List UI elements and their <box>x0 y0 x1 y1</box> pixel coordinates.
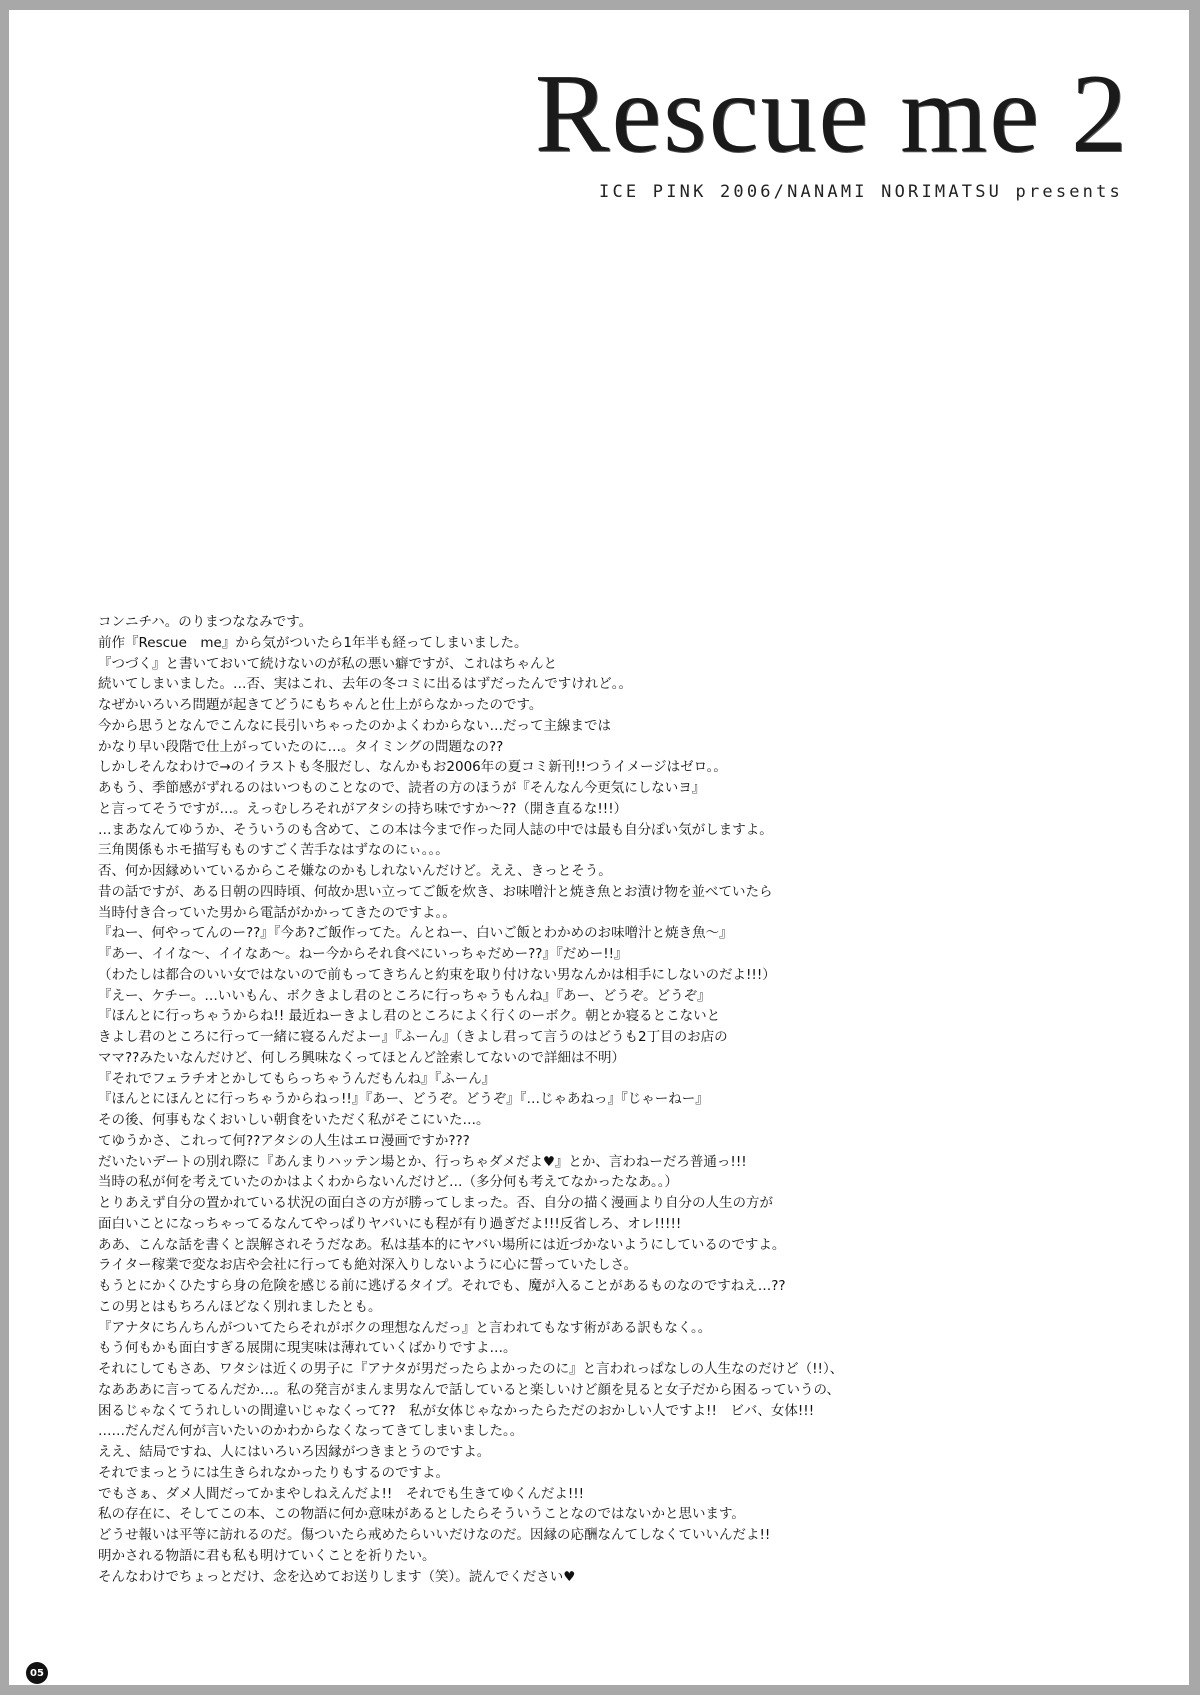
text-line: 明かされる物語に君も私も明けていくことを祈りたい。 <box>98 1547 436 1564</box>
text-line: それでまっとうには生きられなかったりもするのですよ。 <box>98 1464 449 1481</box>
text-line: あもう、季節感がずれるのはいつものことなので、読者の方のほうが『そんなん今更気にしないヨ』 <box>98 780 706 796</box>
text-line: なあああに言ってるんだか…。私の発言がまんま男なんで話していると楽しいけど顔を見ると女子だから困るっていうの、 <box>98 1381 840 1398</box>
text-line: 昔の話ですが、ある日朝の四時頃、何故か思い立ってご飯を炊き、お味噌汁と焼き魚とお漬け物を並べていたら <box>98 883 773 900</box>
text-line: コンニチハ。のりまつななみです。 <box>98 614 313 630</box>
page-number-badge: 05 <box>26 1662 48 1684</box>
text-line: 続いてしまいました。…否、実はこれ、去年の冬コミに出るはずだったんですけれど。。 <box>98 676 633 693</box>
document-page <box>9 10 1189 1685</box>
text-line: だいたいデートの別れ際に『あんまりハッテン場とか、行っちゃダメだよ♥』とか、言わねーだろ普通っ!!! <box>98 1153 747 1170</box>
text-line: この男とはもちろんほどなく別れましたとも。 <box>98 1298 382 1315</box>
text-line: もう何もかも面白すぎる展開に現実味は薄れていくばかりですよ…。 <box>98 1340 517 1357</box>
text-line: 『ほんとに行っちゃうからね!! 最近ねーきよし君のところによく行くのーボク。朝とか寝るとこないと <box>98 1008 721 1025</box>
text-line: 『ほんとにほんとに行っちゃうからねっ!!』『あー、どうぞ。どうぞ』『…じゃあねっ』『じゃーねー』 <box>98 1091 709 1108</box>
page-subtitle: ICE PINK 2006/NANAMI NORIMATSU presents <box>599 182 1123 202</box>
text-line: ああ、こんな話を書くと誤解されそうだなあ。私は基本的にヤバい場所には近づかないようにしているのですよ。 <box>98 1236 786 1253</box>
page-title: Rescue me 2 <box>534 52 1129 176</box>
text-line: 否、何か因縁めいているからこそ嫌なのかもしれないんだけど。ええ、きっとそう。 <box>98 863 612 879</box>
text-line: 三角関係もホモ描写もものすごく苦手なはずなのにぃ。。。 <box>98 842 449 859</box>
text-line: と言ってそうですが…。えっむしろそれがアタシの持ち味ですか～??（開き直るな!!!） <box>98 800 628 817</box>
text-line: そんなわけでちょっとだけ、念を込めてお送りします（笑）。読んでください♥ <box>98 1568 576 1585</box>
text-line: 私の存在に、そしてこの本、この物語に何か意味があるとしたらそういうことなのではないかと思います。 <box>98 1506 745 1523</box>
text-line: ママ??みたいなんだけど、何しろ興味なくってほとんど詮索してないので詳細は不明） <box>98 1049 626 1066</box>
text-line: もうとにかくひたすら身の危険を感じる前に逃げるタイプ。それでも、魔が入ることがあるものなのですねえ…?? <box>98 1278 786 1294</box>
text-line: かなり早い段階で仕上がっていたのに…。タイミングの問題なの?? <box>98 738 504 755</box>
text-line: 当時の私が何を考えていたのかはよくわからないんだけど…（多分何も考えてなかったなあ。。） <box>98 1174 678 1191</box>
text-line: 今から思うとなんでこんなに長引いちゃったのかよくわからない…だって主線までは <box>98 717 611 734</box>
text-line: きよし君のところに行って一緒に寝るんだよー』『ふーん』（きよし君って言うのはどうも2丁目のお店の <box>98 1029 728 1045</box>
text-line: 『つづく』と書いておいて続けないのが私の悪い癖ですが、これはちゃんと <box>98 655 557 672</box>
text-line: 『ねー、何やってんのー??』『今あ?ご飯作ってた。んとねー、白いご飯とわかめのお味噌汁と焼き魚～』 <box>98 925 733 942</box>
text-line: てゆうかさ、これって何??アタシの人生はエロ漫画ですか??? <box>98 1132 470 1149</box>
text-line: とりあえず自分の置かれている状況の面白さの方が勝ってしまった。否、自分の描く漫画より自分の人生の方が <box>98 1195 773 1211</box>
text-line: どうせ報いは平等に訪れるのだ。傷ついたら戒めたらいいだけなのだ。因縁の応酬なんてしなくていいんだよ!! <box>98 1527 771 1543</box>
text-line: ライター稼業で変なお店や会社に行っても絶対深入りしないように心に誓っていたしさ。 <box>98 1257 638 1274</box>
text-line: 『あー、イイな～、イイなあ～。ねー今からそれ食べにいっちゃだめー??』『だめー!!』 <box>98 946 628 962</box>
text-line: 面白いことになっちゃってるなんてやっぱりヤバいにも程が有り過ぎだよ!!!反省しろ、オレ!!!!! <box>98 1215 682 1232</box>
text-line: 困るじゃなくてうれしいの間違いじゃなくって?? 私が女体じゃなかったらただのおかしい人ですよ!! ビバ、女体!!! <box>98 1402 815 1419</box>
text-line: それにしてもさあ、ワタシは近くの男子に『アナタが男だったらよかったのに』と言われっぱなしの人生なのだけど（!!）、 <box>98 1361 844 1377</box>
text-line: ええ、結局ですね、人にはいろいろ因縁がつきまとうのですよ。 <box>98 1444 491 1460</box>
text-line: （わたしは都合のいい女ではないので前もってきちんと約束を取り付けない男なんかは相手にしないのだよ!!!） <box>98 966 776 983</box>
text-line: その後、何事もなくおいしい朝食をいただく私がそこにいた…。 <box>98 1112 490 1128</box>
text-line: 前作『Rescue me』から気がついたら1年半も経ってしまいました。 <box>98 634 528 651</box>
text-line: ……だんだん何が言いたいのかわからなくなってきてしまいました。。 <box>98 1423 524 1440</box>
afterword-text <box>98 612 1158 1587</box>
text-line: 当時付き合っていた男から電話がかかってきたのですよ。。 <box>98 904 456 921</box>
text-line: でもさぁ、ダメ人間だってかまやしねえんだよ!! それでも生きてゆくんだよ!!! <box>98 1485 585 1502</box>
text-line: 『えー、ケチー。…いいもん、ボクきよし君のところに行っちゃうもんね』『あー、どうぞ。どうぞ』 <box>98 987 711 1004</box>
text-line: …まあなんてゆうか、そういうのも含めて、この本は今まで作った同人誌の中では最も自分ぽい気がしますよ。 <box>98 821 773 838</box>
text-line: なぜかいろいろ問題が起きてどうにもちゃんと仕上がらなかったのです。 <box>98 697 543 713</box>
text-line: しかしそんなわけで→のイラストも冬服だし、なんかもお2006年の夏コミ新刊!!つうイメージはゼロ。。 <box>98 759 727 776</box>
text-line: 『それでフェラチオとかしてもらっちゃうんだもんね』『ふーん』 <box>98 1070 496 1087</box>
text-line: 『アナタにちんちんがついてたらそれがボクの理想なんだっ』と言われてもなす術がある訳もなく。。 <box>98 1319 712 1336</box>
